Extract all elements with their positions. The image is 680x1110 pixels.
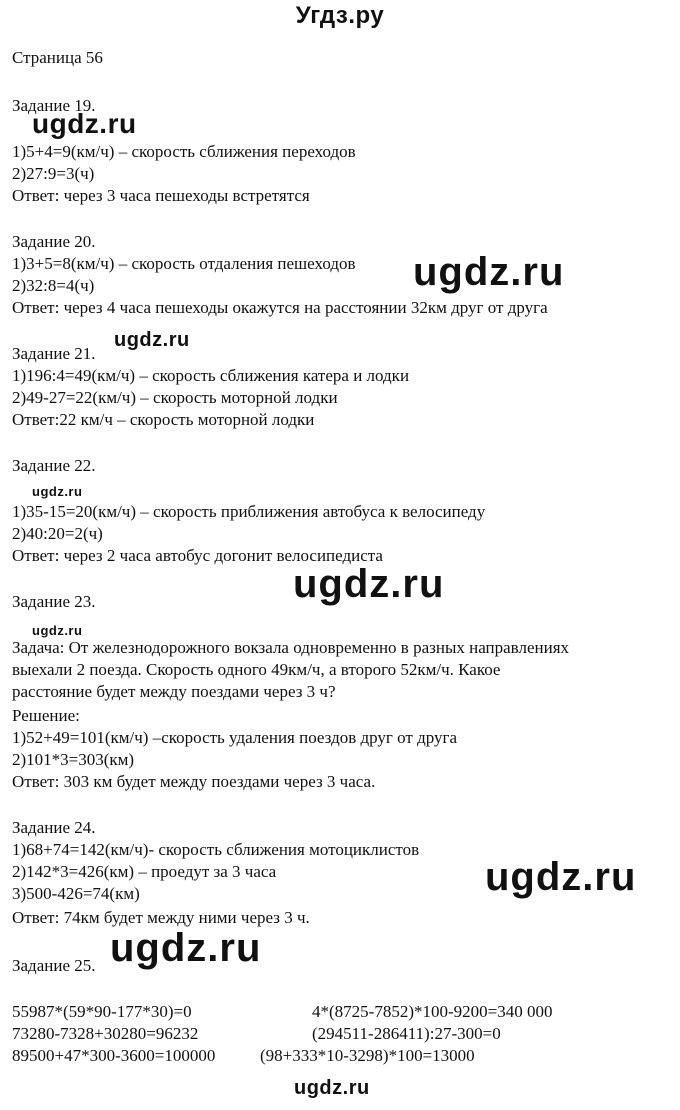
task-22-line: 1)35-15=20(км/ч) – скорость приближения автобуса к велосипеду (12, 502, 486, 521)
task-23-solution-label: Решение: (12, 706, 80, 725)
task-23-title: Задание 23. (12, 592, 96, 611)
task-23-problem: Задача: От железнодорожного вокзала одновременно в разных направлениях (12, 638, 570, 657)
watermark: ugdz.ru (32, 484, 83, 499)
task-24-line: 3)500-426=74(км) (12, 884, 140, 903)
task-25-expression: 55987*(59*90-177*30)=0 (12, 1002, 192, 1021)
task-19-line: 2)27:9=3(ч) (12, 164, 95, 183)
task-25-expression: 73280-7328+30280=96232 (12, 1024, 199, 1043)
task-25-expression: (98+333*10-3298)*100=13000 (260, 1046, 475, 1065)
task-25-expression: 4*(8725-7852)*100-9200=340 000 (312, 1002, 553, 1021)
task-24-answer: Ответ: 74км будет между ними через 3 ч. (12, 908, 310, 927)
task-21-line: 2)49-27=22(км/ч) – скорость моторной лодки (12, 388, 338, 407)
task-22-title: Задание 22. (12, 456, 96, 475)
task-21-answer: Ответ:22 км/ч – скорость моторной лодки (12, 410, 315, 429)
watermark: ugdz.ru (294, 1077, 370, 1099)
page-label: Страница 56 (12, 48, 103, 67)
task-23-answer: Ответ: 303 км будет между поездами через 3 часа. (12, 772, 376, 791)
task-20-answer: Ответ: через 4 часа пешеходы окажутся на расстоянии 32км друг от друга (12, 298, 548, 317)
watermark: ugdz.ru (293, 562, 445, 606)
task-25-expression: 89500+47*300-3600=100000 (12, 1046, 216, 1065)
task-19-answer: Ответ: через 3 часа пешеходы встретятся (12, 186, 310, 205)
task-21-line: 1)196:4=49(км/ч) – скорость сближения катера и лодки (12, 366, 410, 385)
site-title: Угдз.ру (295, 2, 385, 29)
task-21-title: Задание 21. (12, 344, 96, 363)
task-19-title: Задание 19. (12, 96, 96, 115)
watermark: ugdz.ru (110, 926, 262, 970)
task-24-line: 1)68+74=142(км/ч)- скорость сближения мотоциклистов (12, 840, 420, 859)
task-20-title: Задание 20. (12, 232, 96, 251)
watermark: ugdz.ru (413, 250, 565, 294)
watermark: ugdz.ru (114, 329, 190, 351)
task-24-line: 2)142*3=426(км) – проедут за 3 часа (12, 862, 277, 881)
watermark: ugdz.ru (485, 855, 637, 899)
task-22-line: 2)40:20=2(ч) (12, 524, 103, 543)
task-19-line: 1)5+4=9(км/ч) – скорость сближения переходов (12, 142, 356, 161)
task-20-line: 2)32:8=4(ч) (12, 276, 95, 295)
task-25-expression: (294511-286411):27-300=0 (312, 1024, 501, 1043)
watermark: ugdz.ru (32, 108, 137, 139)
task-23-line: 2)101*3=303(км) (12, 750, 135, 769)
task-23-problem: расстояние будет между поездами через 3 ч? (12, 682, 336, 701)
task-25-title: Задание 25. (12, 956, 96, 975)
task-20-line: 1)3+5=8(км/ч) – скорость отдаления пешеходов (12, 254, 356, 273)
task-23-line: 1)52+49=101(км/ч) –скорость удаления поездов друг от друга (12, 728, 458, 747)
task-23-problem: выехали 2 поезда. Скорость одного 49км/ч, а второго 52км/ч. Какое (12, 660, 501, 679)
watermark: ugdz.ru (32, 623, 83, 638)
task-22-answer: Ответ: через 2 часа автобус догонит велосипедиста (12, 546, 383, 565)
task-24-title: Задание 24. (12, 818, 96, 837)
